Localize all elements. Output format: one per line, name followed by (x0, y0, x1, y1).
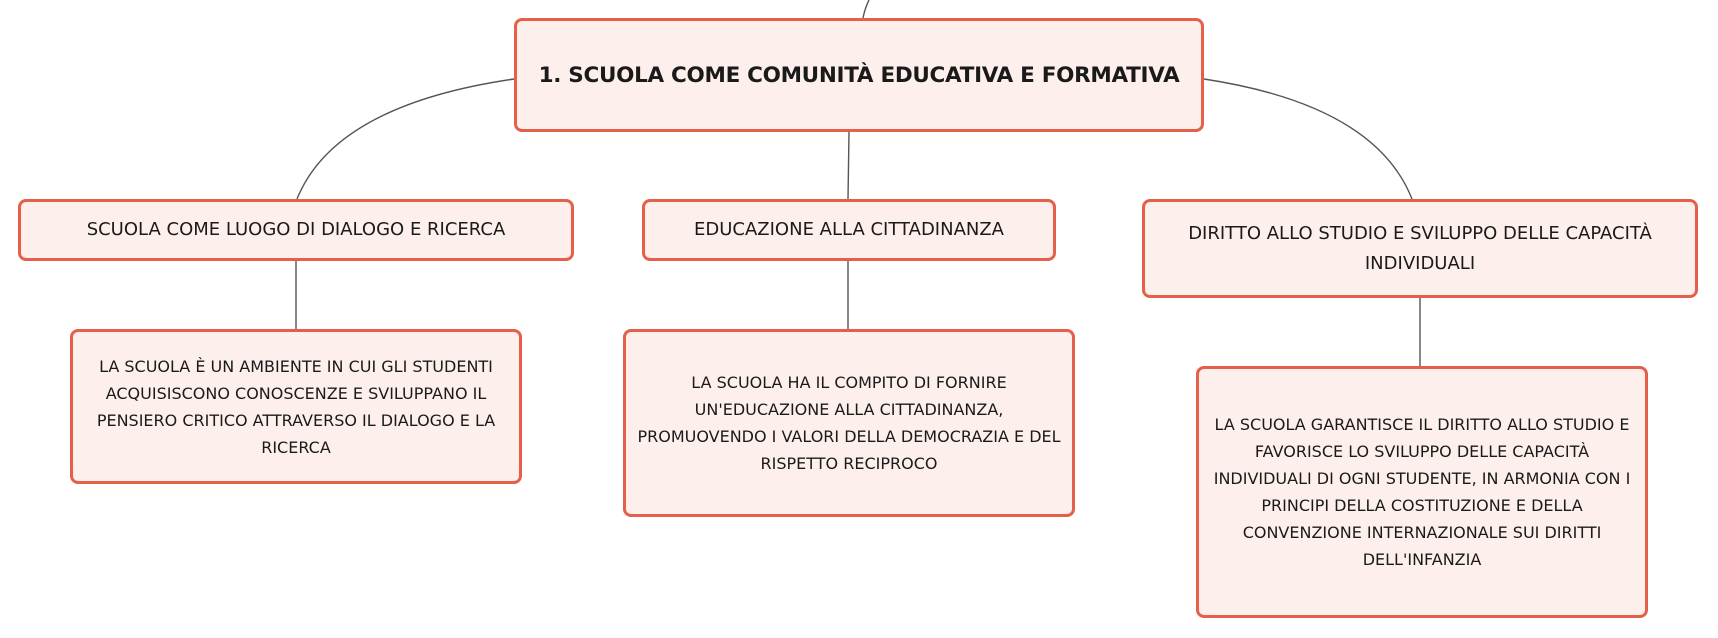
connector-root-to-cittadinanza (848, 132, 849, 199)
branch-node-diritto-studio[interactable] (1142, 199, 1698, 298)
detail-node-dialogo-ricerca[interactable] (70, 329, 522, 484)
root-topic-node[interactable] (514, 18, 1204, 132)
branch-label: DIRITTO ALLO STUDIO E SVILUPPO DELLE CAPACITÀ INDIVIDUALI (1188, 222, 1652, 274)
detail-text: LA SCUOLA GARANTISCE IL DIRITTO ALLO STUDIO E FAVORISCE LO SVILUPPO DELLE CAPACITÀ INDIVIDUALI DI OGNI STUDENTE, IN ARMONIA CON I PRINCIPI DELLA COSTITUZIONE E DELLA CONVENZIONE INTERNAZIONALE SUI DIRITTI DELL'INFANZIA (1213, 415, 1631, 569)
detail-node-cittadinanza[interactable] (623, 329, 1075, 517)
connector-root-to-dialogo (297, 79, 514, 199)
branch-label: SCUOLA COME LUOGO DI DIALOGO E RICERCA (86, 219, 506, 240)
connector-root-to-diritto (1204, 79, 1412, 199)
detail-text: LA SCUOLA È UN AMBIENTE IN CUI GLI STUDENTI ACQUISISCONO CONOSCENZE E SVILUPPANO IL PENSIERO CRITICO ATTRAVERSO IL DIALOGO E LA RICERCA (96, 356, 496, 457)
branch-label: EDUCAZIONE ALLA CITTADINANZA (694, 219, 1004, 240)
branch-node-dialogo-ricerca[interactable] (18, 199, 574, 261)
detail-node-diritto-studio[interactable] (1196, 366, 1648, 618)
connector-parent-to-root (863, 0, 869, 18)
branch-node-cittadinanza[interactable] (642, 199, 1056, 261)
detail-text: LA SCUOLA HA IL COMPITO DI FORNIRE UN'EDUCAZIONE ALLA CITTADINANZA, PROMUOVENDO I VALORI DELLA DEMOCRAZIA E DEL RISPETTO RECIPROCO (637, 373, 1061, 473)
root-topic-label: 1. SCUOLA COME COMUNITÀ EDUCATIVA E FORMATIVA (538, 62, 1180, 88)
